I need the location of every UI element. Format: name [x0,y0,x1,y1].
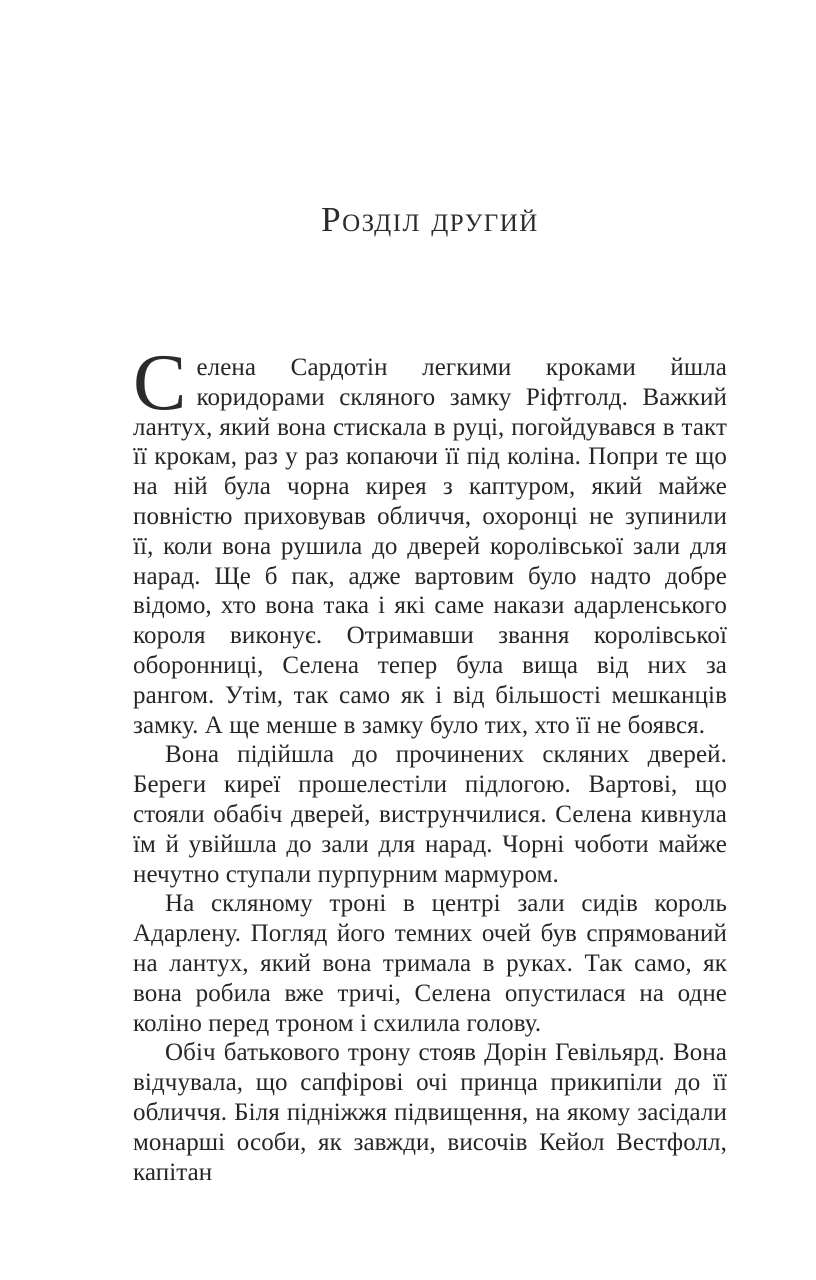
drop-cap: С [133,339,187,427]
paragraph-text: елена Сардотін легкими кроками йшла коридорами скляного замку Ріфтголд. Важкий лантух, який вона стискала в руці, погойдувався в такт її крокам, раз у раз копаючи її під коліна. Попри те що на ній була чорна кирея з каптуром, який майже повністю приховував обличчя, охоронці не зупинили її, коли вона рушила до дверей королівської зали для нарад. Ще б пак, адже вартовим було надто добре відомо, хто вона така і які саме накази адарленського короля виконує. Отримавши звання королівської оборонниці, Селена тепер була вища від них за рангом. Утім, так само як і від більшості мешканців замку. А ще менше в замку було тих, хто її не боявся. [133,354,727,739]
text-block [133,339,727,1187]
paragraph: Вона підійшла до прочинених скляних дверей. Береги киреї прошелестіли підлогою. Вартові, що стояли обабіч дверей, виструнчилися. Селена кивнула їм й увійшла до зали для нарад. Чорні чоботи майже нечутно ступали пурпурним мармуром. [133,741,727,888]
paragraph: На скляному троні в центрі зали сидів король Адарлену. Погляд його темних очей був спрямований на лантух, який вона тримала в руках. Так само, як вона робила вже тричі, Селена опустилася на одне коліно перед троном і схилила голову. [133,890,727,1037]
paragraph: Обіч батькового трону стояв Дорін Гевільярд. Вона відчувала, що сапфірові очі принца прикипіли до її обличчя. Біля підніжжя підвищення, на якому засідали монарші особи, як завжди, височів Кейол Вестфолл, капітан [133,1039,727,1186]
chapter-title: Розділ другий [321,200,539,239]
paragraph-first [133,339,727,740]
